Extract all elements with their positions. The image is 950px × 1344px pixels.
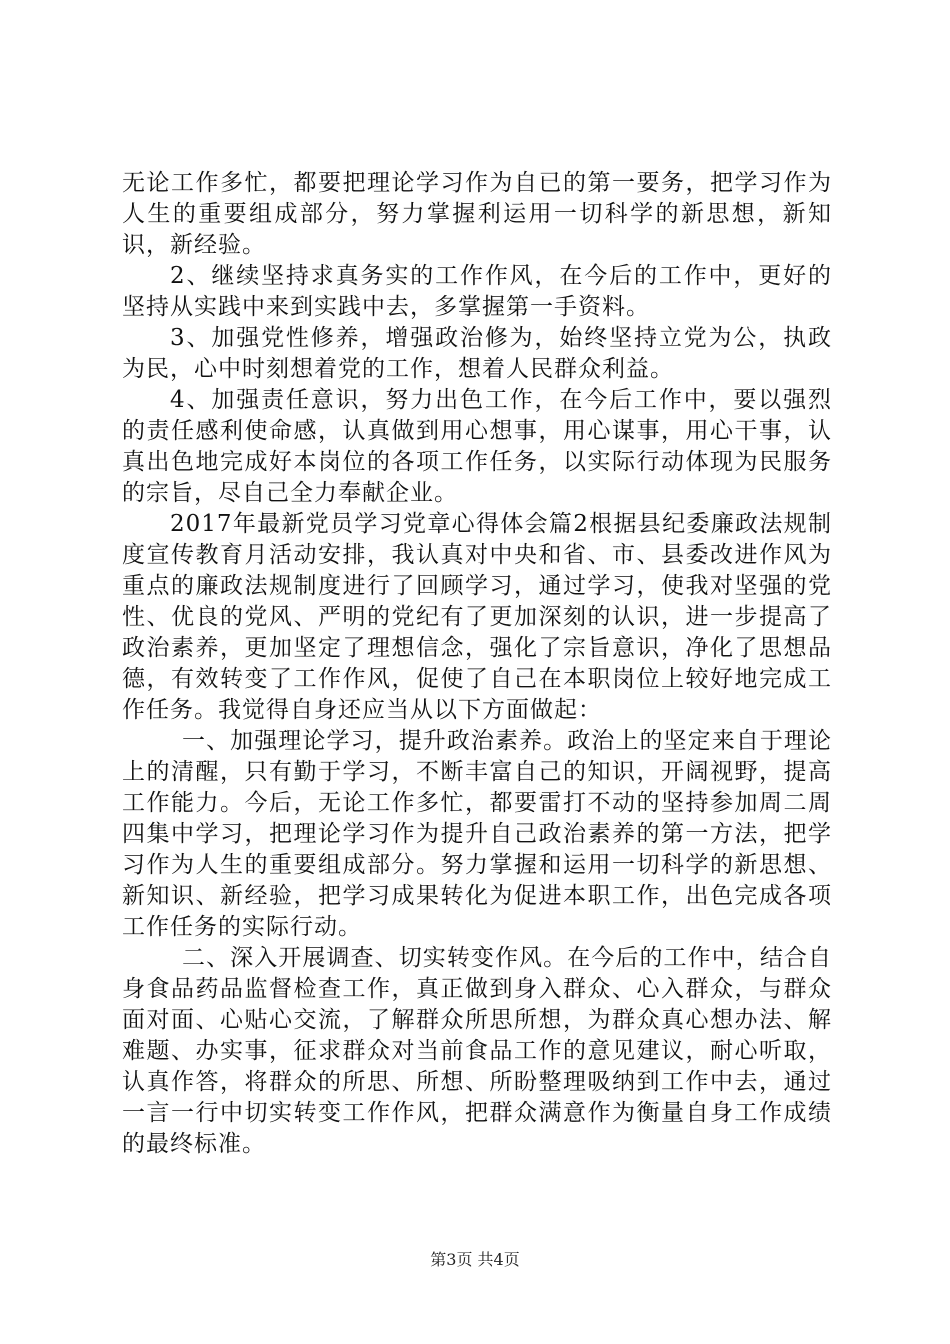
paragraph-item-4: 4、加强责任意识，努力出色工作，在今后工作中，要以强烈的责任感利使命感，认真做到用心想事，用心谋事，用心干事，认真出色地完成好本岗位的各项工作任务，以实际行动体现为民服务的宗旨，尽自己全力奉献企业。	[122, 387, 832, 506]
page-number-footer: 第3页 共4页	[430, 1250, 520, 1269]
paragraph-article-2-intro: 2017年最新党员学习党章心得体会篇2根据县纪委廉政法规制度宣传教育月活动安排，我认真对中央和省、市、县委改进作风为重点的廉政法规制度进行了回顾学习，通过学习，使我对坚强的党性、优良的党风、严明的党纪有了更加深刻的认识，进一步提高了政治素养，更加坚定了理想信念，强化了宗旨意识，净化了思想品德，有效转变了工作作风，促使了自己在本职岗位上较好地完成工作任务。我觉得自身还应当从以下方面做起：	[122, 511, 832, 723]
paragraph-section-one: 一、加强理论学习，提升政治素养。政治上的坚定来自于理论上的清醒，只有勤于学习，不断丰富自己的知识，开阔视野，提高工作能力。今后，无论工作多忙，都要雷打不动的坚持参加周二周四集中学习，把理论学习作为提升自己政治素养的第一方法，把学习作为人生的重要组成部分。努力掌握和运用一切科学的新思想、新知识、新经验，把学习成果转化为促进本职工作，出色完成各项工作任务的实际行动。	[122, 728, 832, 940]
document-body	[122, 168, 832, 1160]
paragraph-item-3: 3、加强党性修养，增强政治修为，始终坚持立党为公，执政为民，心中时刻想着党的工作，想着人民群众利益。	[122, 325, 832, 382]
paragraph-section-two: 二、深入开展调查、切实转变作风。在今后的工作中，结合自身食品药品监督检查工作，真正做到身入群众、心入群众，与群众面对面、心贴心交流，了解群众所思所想，为群众真心想办法、解难题、办实事，征求群众对当前食品工作的意见建议，耐心听取，认真作答，将群众的所思、所想、所盼整理吸纳到工作中去，通过一言一行中切实转变工作作风，把群众满意作为衡量自身工作成绩的最终标准。	[122, 945, 832, 1157]
paragraph-item-2: 2、继续坚持求真务实的工作作风，在今后的工作中，更好的坚持从实践中来到实践中去，多掌握第一手资料。	[122, 263, 832, 320]
paragraph-continuation: 无论工作多忙，都要把理论学习作为自已的第一要务，把学习作为人生的重要组成部分，努力掌握利运用一切科学的新思想，新知识，新经验。	[122, 170, 832, 258]
